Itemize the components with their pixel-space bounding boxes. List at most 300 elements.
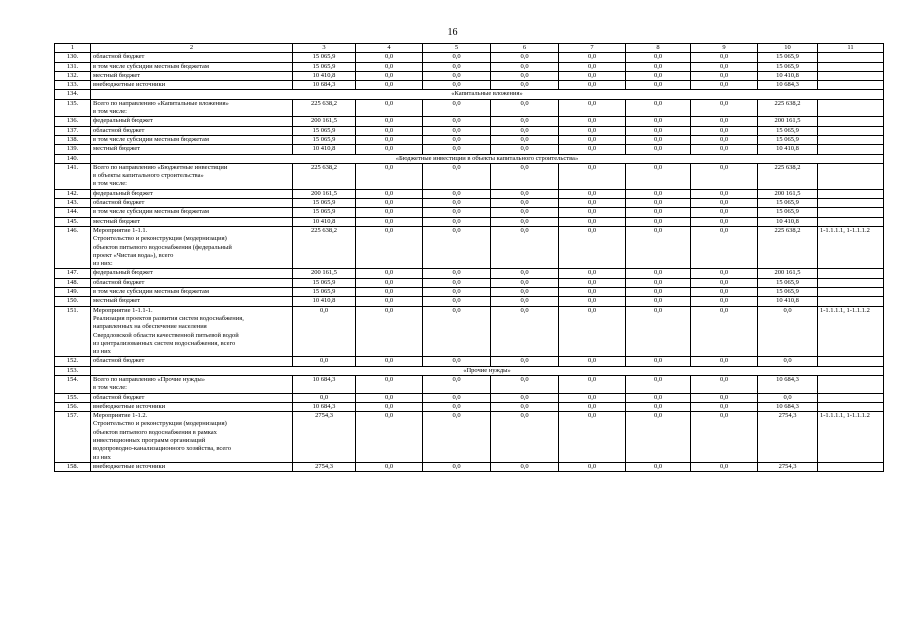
row-label: областной бюджет [91,126,293,135]
value-cell: 0,0 [423,226,491,268]
table-row [55,278,884,287]
value-cell: 15 065,9 [758,288,818,297]
value-cell: 0,0 [691,62,758,71]
value-cell: 0,0 [691,278,758,287]
table-row [55,53,884,62]
value-cell: 0,0 [559,81,626,90]
value-cell: 0,0 [758,306,818,357]
value-cell: 0,0 [491,462,559,471]
table-row [55,135,884,144]
row-number: 156. [55,402,91,411]
header-cell: 6 [491,44,559,53]
value-cell: 0,0 [559,217,626,226]
target-indicators-cell [818,199,884,208]
row-label: Мероприятие 1-1.2. Строительство и реконструкция (модернизация) объектов питьевого водоснабжения в рамках инвестиционных программ организаций водопроводно-канализационного хозяйства, всего из них [91,412,293,463]
value-cell: 0,0 [758,357,818,366]
value-cell: 0,0 [559,393,626,402]
value-cell: 0,0 [423,306,491,357]
header-cell: 10 [758,44,818,53]
value-cell: 0,0 [491,357,559,366]
row-number: 144. [55,208,91,217]
value-cell: 2754,3 [758,462,818,471]
target-indicators-cell: 1-1.1.1.1, 1-1.1.1.2 [818,226,884,268]
value-cell: 0,0 [626,145,691,154]
value-cell: 10 684,3 [758,81,818,90]
value-cell: 0,0 [491,189,559,198]
value-cell: 0,0 [691,462,758,471]
value-cell: 10 684,3 [293,402,356,411]
value-cell: 0,0 [423,126,491,135]
row-label: местный бюджет [91,297,293,306]
value-cell: 0,0 [491,278,559,287]
value-cell: 0,0 [559,71,626,80]
row-label: в том числе субсидии местным бюджетам [91,208,293,217]
value-cell: 0,0 [356,226,423,268]
target-indicators-cell [818,393,884,402]
value-cell: 0,0 [626,306,691,357]
target-indicators-cell [818,189,884,198]
value-cell: 0,0 [423,53,491,62]
value-cell: 10 684,3 [758,402,818,411]
table-row [55,226,884,268]
value-cell: 0,0 [626,135,691,144]
row-label: внебюджетные источники [91,402,293,411]
table-row [55,189,884,198]
value-cell: 0,0 [491,145,559,154]
value-cell: 0,0 [559,226,626,268]
row-number: 142. [55,189,91,198]
header-cell: 7 [559,44,626,53]
row-label: местный бюджет [91,217,293,226]
value-cell: 0,0 [293,357,356,366]
row-label: федеральный бюджет [91,117,293,126]
value-cell: 15 065,9 [758,53,818,62]
value-cell: 0,0 [491,81,559,90]
value-cell: 0,0 [491,393,559,402]
value-cell: 0,0 [559,288,626,297]
value-cell: 0,0 [491,226,559,268]
value-cell: 0,0 [626,288,691,297]
value-cell: 15 065,9 [758,135,818,144]
value-cell: 0,0 [691,269,758,278]
value-cell: 200 161,5 [293,269,356,278]
value-cell: 0,0 [559,278,626,287]
value-cell: 0,0 [356,217,423,226]
row-number: 139. [55,145,91,154]
value-cell: 10 410,8 [758,297,818,306]
value-cell: 15 065,9 [758,62,818,71]
value-cell: 0,0 [691,163,758,189]
row-label: Всего по направлению «Капитальные вложения» в том числе: [91,99,293,117]
value-cell: 0,0 [356,462,423,471]
row-number: 134. [55,90,91,99]
row-number: 153. [55,366,91,375]
value-cell: 200 161,5 [293,189,356,198]
value-cell: 10 684,3 [758,375,818,393]
row-number: 155. [55,393,91,402]
value-cell: 0,0 [423,145,491,154]
value-cell: 0,0 [491,135,559,144]
value-cell: 0,0 [491,126,559,135]
value-cell: 0,0 [423,375,491,393]
row-label: местный бюджет [91,71,293,80]
row-number: 150. [55,297,91,306]
value-cell: 15 065,9 [758,126,818,135]
value-cell: 0,0 [356,117,423,126]
value-cell: 0,0 [491,412,559,463]
value-cell: 0,0 [356,81,423,90]
value-cell: 15 065,9 [293,288,356,297]
target-indicators-cell [818,278,884,287]
value-cell: 0,0 [423,288,491,297]
row-label: в том числе субсидии местным бюджетам [91,288,293,297]
value-cell: 0,0 [423,163,491,189]
value-cell: 0,0 [423,278,491,287]
value-cell: 200 161,5 [758,117,818,126]
value-cell: 0,0 [559,297,626,306]
table-row [55,217,884,226]
value-cell: 0,0 [626,375,691,393]
value-cell: 0,0 [356,135,423,144]
row-label: федеральный бюджет [91,189,293,198]
value-cell: 0,0 [356,297,423,306]
value-cell: 0,0 [491,402,559,411]
value-cell: 15 065,9 [758,278,818,287]
table-row [55,81,884,90]
target-indicators-cell [818,71,884,80]
value-cell: 10 410,8 [293,297,356,306]
value-cell: 0,0 [559,117,626,126]
table-row [55,99,884,117]
value-cell: 0,0 [626,189,691,198]
value-cell: 15 065,9 [293,53,356,62]
value-cell: 10 410,8 [293,217,356,226]
value-cell: 0,0 [356,288,423,297]
value-cell: 0,0 [691,199,758,208]
value-cell: 0,0 [691,71,758,80]
value-cell: 15 065,9 [293,199,356,208]
value-cell: 0,0 [691,288,758,297]
value-cell: 0,0 [559,135,626,144]
value-cell: 0,0 [691,145,758,154]
table-row [55,357,884,366]
value-cell: 15 065,9 [293,126,356,135]
row-label: внебюджетные источники [91,81,293,90]
value-cell: 0,0 [356,189,423,198]
row-number: 146. [55,226,91,268]
header-cell: 3 [293,44,356,53]
row-label: областной бюджет [91,53,293,62]
target-indicators-cell [818,208,884,217]
value-cell: 0,0 [559,145,626,154]
target-indicators-cell [818,117,884,126]
row-number: 140. [55,154,91,163]
table-row [55,288,884,297]
row-number: 138. [55,135,91,144]
value-cell: 0,0 [626,81,691,90]
target-indicators-cell [818,145,884,154]
value-cell: 15 065,9 [758,208,818,217]
row-label: областной бюджет [91,393,293,402]
value-cell: 0,0 [356,145,423,154]
value-cell: 0,0 [626,393,691,402]
value-cell: 0,0 [559,99,626,117]
value-cell: 0,0 [491,163,559,189]
value-cell: 0,0 [626,117,691,126]
value-cell: 0,0 [356,208,423,217]
value-cell: 0,0 [559,53,626,62]
value-cell: 15 065,9 [293,278,356,287]
row-number: 151. [55,306,91,357]
target-indicators-cell [818,288,884,297]
value-cell: 0,0 [691,217,758,226]
row-label: областной бюджет [91,357,293,366]
value-cell: 0,0 [691,81,758,90]
row-number: 137. [55,126,91,135]
row-number: 141. [55,163,91,189]
target-indicators-cell [818,163,884,189]
value-cell: 225 638,2 [293,99,356,117]
value-cell: 0,0 [626,71,691,80]
value-cell: 0,0 [691,375,758,393]
value-cell: 10 410,8 [758,145,818,154]
value-cell: 0,0 [423,402,491,411]
value-cell: 2754,3 [758,412,818,463]
row-number: 157. [55,412,91,463]
value-cell: 0,0 [559,189,626,198]
row-number: 136. [55,117,91,126]
row-number: 143. [55,199,91,208]
table-row [55,297,884,306]
value-cell: 0,0 [559,126,626,135]
value-cell: 10 410,8 [293,145,356,154]
target-indicators-cell [818,297,884,306]
section-title: «Прочие нужды» [91,366,884,375]
row-label: местный бюджет [91,145,293,154]
value-cell: 0,0 [559,62,626,71]
row-number: 132. [55,71,91,80]
value-cell: 0,0 [758,393,818,402]
table-row [55,163,884,189]
value-cell: 0,0 [356,269,423,278]
value-cell: 0,0 [691,306,758,357]
row-label: областной бюджет [91,278,293,287]
value-cell: 0,0 [293,306,356,357]
value-cell: 0,0 [626,278,691,287]
target-indicators-cell [818,217,884,226]
table-row [55,412,884,463]
value-cell: 0,0 [423,81,491,90]
value-cell: 0,0 [491,306,559,357]
value-cell: 0,0 [691,117,758,126]
value-cell: 0,0 [691,126,758,135]
table-row [55,208,884,217]
value-cell: 0,0 [491,288,559,297]
row-number: 147. [55,269,91,278]
row-label: Всего по направлению «Бюджетные инвестиции в объекты капитального строительства» в том числе: [91,163,293,189]
target-indicators-cell [818,62,884,71]
row-label: Мероприятие 1-1.1. Строительство и реконструкция (модернизация) объектов питьевого водоснабжения (федеральный проект «Чистая вода»), всего из них: [91,226,293,268]
value-cell: 10 410,8 [758,217,818,226]
value-cell: 0,0 [559,163,626,189]
value-cell: 2754,3 [293,462,356,471]
value-cell: 0,0 [691,402,758,411]
table-row [55,62,884,71]
value-cell: 0,0 [356,71,423,80]
value-cell: 0,0 [691,357,758,366]
target-indicators-cell [818,269,884,278]
value-cell: 0,0 [626,357,691,366]
value-cell: 0,0 [423,208,491,217]
value-cell: 0,0 [691,393,758,402]
target-indicators-cell [818,357,884,366]
target-indicators-cell: 1-1.1.1.1, 1-1.1.1.2 [818,306,884,357]
table-row [55,393,884,402]
table-row [55,126,884,135]
table-body [55,44,884,472]
page-number: 16 [447,27,458,38]
table-row [55,145,884,154]
value-cell: 0,0 [491,53,559,62]
value-cell: 0,0 [491,217,559,226]
value-cell: 0,0 [423,117,491,126]
value-cell: 15 065,9 [293,208,356,217]
value-cell: 0,0 [356,412,423,463]
value-cell: 0,0 [423,393,491,402]
value-cell: 2754,3 [293,412,356,463]
value-cell: 15 065,9 [758,199,818,208]
value-cell: 0,0 [423,189,491,198]
value-cell: 10 684,3 [293,81,356,90]
value-cell: 0,0 [423,99,491,117]
value-cell: 0,0 [356,62,423,71]
value-cell: 0,0 [691,99,758,117]
value-cell: 0,0 [626,199,691,208]
row-label: федеральный бюджет [91,269,293,278]
value-cell: 0,0 [626,462,691,471]
value-cell: 0,0 [626,269,691,278]
value-cell: 0,0 [691,297,758,306]
section-row [55,154,884,163]
value-cell: 0,0 [356,53,423,62]
value-cell: 0,0 [559,462,626,471]
header-cell: 2 [91,44,293,53]
header-cell: 11 [818,44,884,53]
value-cell: 0,0 [559,269,626,278]
value-cell: 225 638,2 [758,163,818,189]
value-cell: 0,0 [691,135,758,144]
value-cell: 10 684,3 [293,375,356,393]
value-cell: 0,0 [356,393,423,402]
target-indicators-cell: 1-1.1.1.1, 1-1.1.1.2 [818,412,884,463]
value-cell: 15 065,9 [293,135,356,144]
value-cell: 0,0 [626,402,691,411]
value-cell: 0,0 [293,393,356,402]
row-number: 133. [55,81,91,90]
table-row [55,117,884,126]
value-cell: 0,0 [491,117,559,126]
target-indicators-cell [818,99,884,117]
row-number: 135. [55,99,91,117]
table-row [55,269,884,278]
value-cell: 200 161,5 [293,117,356,126]
header-cell: 9 [691,44,758,53]
row-number: 152. [55,357,91,366]
row-label: в том числе субсидии местным бюджетам [91,62,293,71]
value-cell: 0,0 [626,208,691,217]
value-cell: 0,0 [559,208,626,217]
value-cell: 0,0 [423,297,491,306]
row-label: Мероприятие 1-1.1-1. Реализация проектов развития систем водоснабжения, направленных на обеспечение населения Свердловской области качественной питьевой водой из централизованных систем водоснабжения, всего из них [91,306,293,357]
value-cell: 0,0 [356,375,423,393]
row-number: 145. [55,217,91,226]
value-cell: 0,0 [559,402,626,411]
value-cell: 0,0 [423,71,491,80]
row-number: 131. [55,62,91,71]
value-cell: 0,0 [626,99,691,117]
value-cell: 0,0 [691,226,758,268]
table-row [55,402,884,411]
row-number: 154. [55,375,91,393]
value-cell: 0,0 [626,53,691,62]
row-number: 130. [55,53,91,62]
value-cell: 0,0 [626,62,691,71]
value-cell: 15 065,9 [293,62,356,71]
value-cell: 0,0 [423,269,491,278]
header-cell: 4 [356,44,423,53]
target-indicators-cell [818,135,884,144]
value-cell: 0,0 [626,226,691,268]
table-row [55,199,884,208]
value-cell: 200 161,5 [758,189,818,198]
section-title: «Капитальные вложения» [91,90,884,99]
budget-table [54,43,884,472]
value-cell: 0,0 [356,199,423,208]
value-cell: 0,0 [423,412,491,463]
value-cell: 0,0 [691,189,758,198]
value-cell: 0,0 [356,357,423,366]
target-indicators-cell [818,402,884,411]
section-title: «Бюджетные инвестиции в объекты капитального строительства» [91,154,884,163]
row-number: 149. [55,288,91,297]
section-row [55,90,884,99]
value-cell: 0,0 [356,278,423,287]
row-number: 158. [55,462,91,471]
value-cell: 0,0 [491,208,559,217]
target-indicators-cell [818,462,884,471]
header-cell: 1 [55,44,91,53]
value-cell: 0,0 [559,375,626,393]
table-row [55,306,884,357]
value-cell: 0,0 [626,412,691,463]
value-cell: 0,0 [491,62,559,71]
value-cell: 0,0 [691,208,758,217]
value-cell: 0,0 [423,357,491,366]
value-cell: 0,0 [491,71,559,80]
value-cell: 0,0 [491,269,559,278]
value-cell: 0,0 [559,306,626,357]
table-row [55,462,884,471]
value-cell: 0,0 [423,62,491,71]
header-row [55,44,884,53]
row-number: 148. [55,278,91,287]
value-cell: 225 638,2 [293,163,356,189]
value-cell: 0,0 [626,163,691,189]
header-cell: 5 [423,44,491,53]
value-cell: 0,0 [491,375,559,393]
value-cell: 225 638,2 [758,99,818,117]
row-label: в том числе субсидии местным бюджетам [91,135,293,144]
